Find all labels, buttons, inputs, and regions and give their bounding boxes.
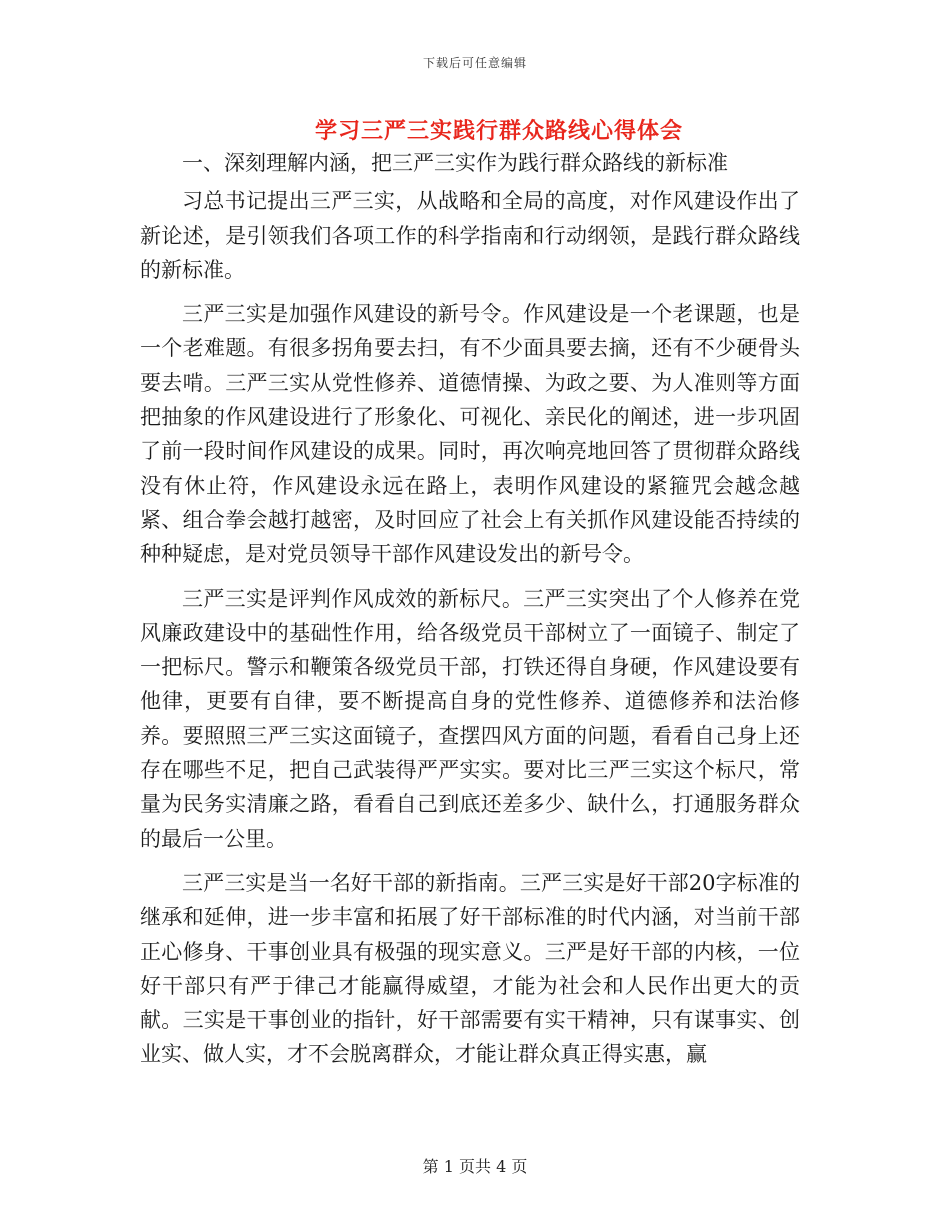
paragraph-3: 三严三实是评判作风成效的新标尺。三严三实突出了个人修养在党风廉政建设中的基础性作用，给各级党员干部树立了一面镜子、制定了一把标尺。警示和鞭策各级党员干部，打铁还得自身硬，作风建设要有他律，更要有自律，要不断提高自身的党性修养、道德修养和法治修养。要照照三严三实这面镜子，查摆四风方面的问题，看看自己身上还存在哪些不足，把自己武装得严严实实。要对比三严三实这个标尺，常量为民务实清廉之路，看看自己到底还差多少、缺什么，打通服务群众的最后一公里。 bbox=[140, 586, 800, 851]
section-heading: 一、深刻理解内涵，把三严三实作为践行群众路线的新标准 bbox=[182, 151, 728, 175]
paragraph-1: 习总书记提出三严三实，从战略和全局的高度，对作风建设作出了新论述，是引领我们各项工作的科学指南和行动纲领，是践行群众路线的新标准。 bbox=[140, 189, 800, 282]
page-header-note: 下载后可任意编辑 bbox=[422, 56, 527, 70]
paragraph-2: 三严三实是加强作风建设的新号令。作风建设是一个老课题，也是一个老难题。有很多拐角要去扫，有不少面具要去摘，还有不少硬骨头要去啃。三严三实从党性修养、道德情操、为政之要、为人准则等方面把抽象的作风建设进行了形象化、可视化、亲民化的阐述，进一步巩固了前一段时间作风建设的成果。同时，再次响亮地回答了贯彻群众路线没有休止符，作风建设永远在路上，表明作风建设的紧箍咒会越念越紧、组合拳会越打越密，及时回应了社会上有关抓作风建设能否持续的种种疑虑，是对党员领导干部作风建设发出的新号令。 bbox=[140, 302, 800, 567]
document-title: 学习三严三实践行群众路线心得体会 bbox=[314, 119, 683, 144]
page-footer: 第 1 页共 4 页 bbox=[422, 1157, 528, 1176]
paragraph-4: 三严三实是当一名好干部的新指南。三严三实是好干部20字标准的继承和延伸，进一步丰富和拓展了好干部标准的时代内涵，对当前干部正心修身、干事创业具有极强的现实意义。三严是好干部的内核，一位好干部只有严于律己才能赢得威望，才能为社会和人民作出更大的贡献。三实是干事创业的指针，好干部需要有实干精神，只有谋事实、创业实、做人实，才不会脱离群众，才能让群众真正得实惠，赢 bbox=[140, 870, 800, 1067]
document-body bbox=[140, 146, 800, 1072]
